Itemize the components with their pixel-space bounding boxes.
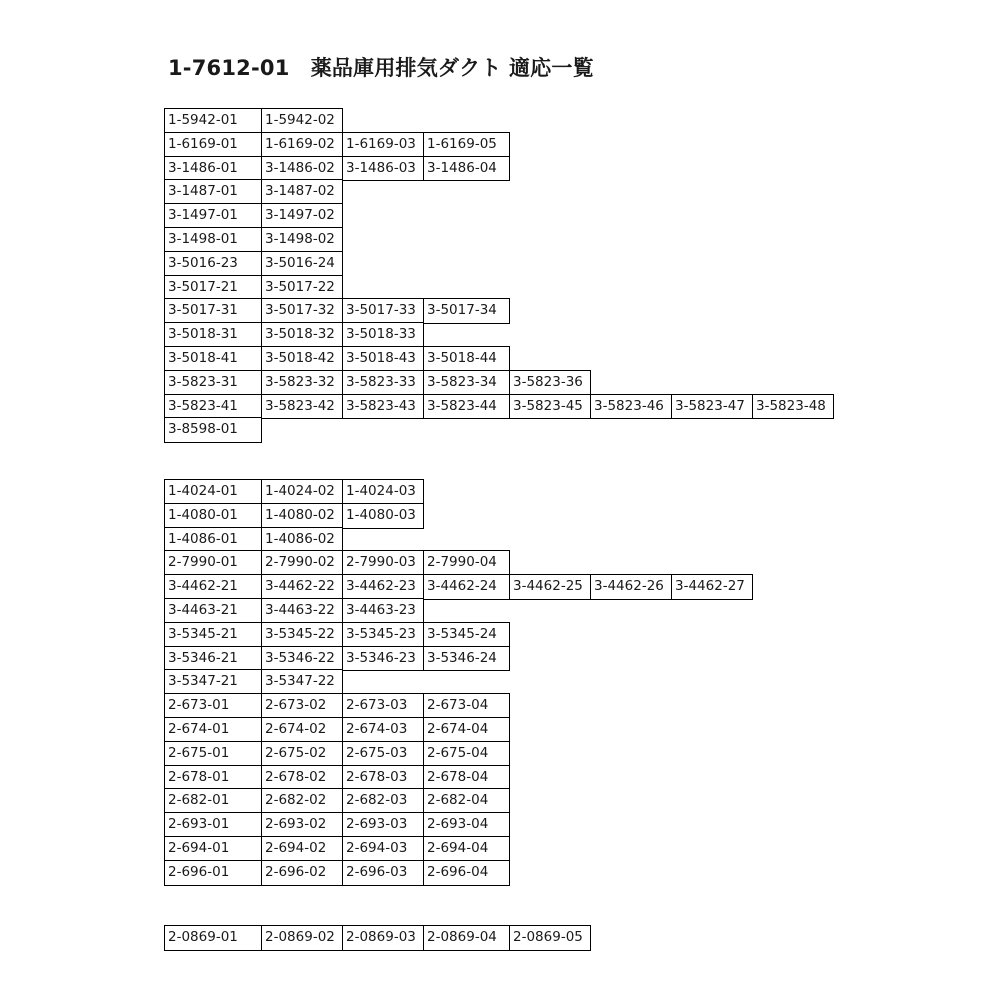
product-code-cell: 2-7990-03 xyxy=(342,550,424,576)
product-code-cell: 3-5823-32 xyxy=(261,370,343,396)
product-code-cell: 3-4463-23 xyxy=(342,598,424,624)
product-code-cell: 1-4080-01 xyxy=(164,503,262,529)
product-code-cell: 2-696-02 xyxy=(261,860,343,886)
table-row xyxy=(164,860,753,885)
product-code-cell: 3-5823-41 xyxy=(164,394,262,420)
product-code-cell: 3-5347-22 xyxy=(261,669,343,695)
product-code-cell: 2-696-01 xyxy=(164,860,262,886)
table-row xyxy=(164,479,753,504)
product-code-cell: 3-4463-22 xyxy=(261,598,343,624)
product-code-cell: 3-5823-33 xyxy=(342,370,424,396)
product-code-cell: 2-696-04 xyxy=(423,860,510,886)
product-code-cell: 1-4024-02 xyxy=(261,479,343,505)
product-code-cell: 2-0869-01 xyxy=(164,925,262,951)
table-row xyxy=(164,108,834,133)
table-row xyxy=(164,156,834,181)
product-code-cell: 2-693-02 xyxy=(261,812,343,838)
product-code-cell: 3-5017-34 xyxy=(423,298,510,324)
product-code-cell: 3-5823-48 xyxy=(752,394,834,420)
table-row xyxy=(164,394,834,419)
product-code-cell: 3-5017-31 xyxy=(164,298,262,324)
table-row xyxy=(164,925,591,950)
product-code-cell: 3-5017-22 xyxy=(261,275,343,301)
product-code-cell: 1-5942-02 xyxy=(261,108,343,134)
product-code-cell: 1-6169-01 xyxy=(164,132,262,158)
product-code-cell: 3-5018-31 xyxy=(164,322,262,348)
product-code-cell: 3-5017-32 xyxy=(261,298,343,324)
table-row xyxy=(164,322,834,347)
table-row xyxy=(164,788,753,813)
table-row xyxy=(164,765,753,790)
table-row xyxy=(164,346,834,371)
product-code-cell: 3-5347-21 xyxy=(164,669,262,695)
product-code-cell: 1-5942-01 xyxy=(164,108,262,134)
table-row xyxy=(164,598,753,623)
product-code-cell: 3-5823-34 xyxy=(423,370,510,396)
product-code-cell: 3-4462-22 xyxy=(261,574,343,600)
product-code-cell: 2-678-04 xyxy=(423,765,510,791)
table-row xyxy=(164,622,753,647)
product-code-cell: 3-5345-23 xyxy=(342,622,424,648)
product-code-cell: 2-675-03 xyxy=(342,741,424,767)
product-code-cell: 2-673-03 xyxy=(342,693,424,719)
product-code-cell: 3-5823-36 xyxy=(509,370,591,396)
product-code-cell: 2-0869-04 xyxy=(423,925,510,951)
product-code-cell: 2-694-03 xyxy=(342,836,424,862)
product-code-cell: 2-673-01 xyxy=(164,693,262,719)
product-code-cell: 3-5018-33 xyxy=(342,322,424,348)
product-code-cell: 2-7990-02 xyxy=(261,550,343,576)
product-code-cell: 2-696-03 xyxy=(342,860,424,886)
product-code-cell: 3-4462-21 xyxy=(164,574,262,600)
product-code-cell: 3-4463-21 xyxy=(164,598,262,624)
product-code-cell: 1-4086-02 xyxy=(261,527,343,553)
table-row xyxy=(164,227,834,252)
product-code-cell: 2-678-01 xyxy=(164,765,262,791)
table-row xyxy=(164,646,753,671)
product-code-cell: 1-6169-05 xyxy=(423,132,510,158)
product-code-cell: 2-678-03 xyxy=(342,765,424,791)
product-code-cell: 2-0869-03 xyxy=(342,925,424,951)
product-code-cell: 3-8598-01 xyxy=(164,417,262,443)
product-code-cell: 2-674-03 xyxy=(342,717,424,743)
table-row xyxy=(164,574,753,599)
product-code-cell: 3-5018-43 xyxy=(342,346,424,372)
product-code-cell: 2-693-04 xyxy=(423,812,510,838)
table-row xyxy=(164,693,753,718)
product-code-cell: 3-1486-02 xyxy=(261,156,343,182)
product-code-cell: 2-674-01 xyxy=(164,717,262,743)
product-code-cell: 3-1486-04 xyxy=(423,156,510,182)
table-row xyxy=(164,275,834,300)
table-row xyxy=(164,669,753,694)
product-code-cell: 3-5345-24 xyxy=(423,622,510,648)
table-row xyxy=(164,298,834,323)
compatibility-table-group-3 xyxy=(164,925,591,950)
product-code-cell: 2-673-02 xyxy=(261,693,343,719)
product-code-cell: 3-1487-02 xyxy=(261,179,343,205)
product-code-cell: 3-5016-24 xyxy=(261,251,343,277)
product-code-cell: 1-4080-03 xyxy=(342,503,424,529)
table-row xyxy=(164,251,834,276)
product-code-cell: 3-5823-46 xyxy=(590,394,672,420)
product-code-cell: 3-5017-21 xyxy=(164,275,262,301)
product-code-cell: 3-4462-23 xyxy=(342,574,424,600)
table-row xyxy=(164,741,753,766)
table-row xyxy=(164,717,753,742)
product-code-cell: 3-5346-24 xyxy=(423,646,510,672)
table-row xyxy=(164,132,834,157)
table-row xyxy=(164,417,834,442)
product-code-cell: 3-1498-02 xyxy=(261,227,343,253)
product-code-cell: 1-6169-02 xyxy=(261,132,343,158)
product-code-cell: 1-4024-03 xyxy=(342,479,424,505)
product-code-cell: 3-1497-02 xyxy=(261,203,343,229)
product-code-cell: 2-694-01 xyxy=(164,836,262,862)
table-row xyxy=(164,179,834,204)
compatibility-table-group-2 xyxy=(164,479,753,885)
product-code-cell: 2-673-04 xyxy=(423,693,510,719)
table-row xyxy=(164,812,753,837)
product-code-cell: 3-4462-27 xyxy=(671,574,753,600)
product-code-cell: 1-6169-03 xyxy=(342,132,424,158)
table-row xyxy=(164,836,753,861)
table-row xyxy=(164,550,753,575)
product-code-cell: 3-5017-33 xyxy=(342,298,424,324)
product-code-cell: 3-5018-32 xyxy=(261,322,343,348)
product-code-cell: 2-682-01 xyxy=(164,788,262,814)
product-code-cell: 3-1498-01 xyxy=(164,227,262,253)
table-row xyxy=(164,203,834,228)
product-code-cell: 3-5018-42 xyxy=(261,346,343,372)
product-code-cell: 2-674-02 xyxy=(261,717,343,743)
table-row xyxy=(164,503,753,528)
page-title: 1-7612-01 薬品庫用排気ダクト 適応一覧 xyxy=(168,56,594,80)
product-code-cell: 3-1487-01 xyxy=(164,179,262,205)
product-code-cell: 3-1486-01 xyxy=(164,156,262,182)
product-code-cell: 3-5823-43 xyxy=(342,394,424,420)
product-code-cell: 2-675-04 xyxy=(423,741,510,767)
product-code-cell: 1-4080-02 xyxy=(261,503,343,529)
product-code-cell: 3-5016-23 xyxy=(164,251,262,277)
product-code-cell: 2-675-02 xyxy=(261,741,343,767)
table-row xyxy=(164,527,753,552)
product-code-cell: 2-678-02 xyxy=(261,765,343,791)
product-code-cell: 2-693-03 xyxy=(342,812,424,838)
compatibility-table-group-1 xyxy=(164,108,834,442)
table-row xyxy=(164,370,834,395)
product-code-cell: 3-5346-23 xyxy=(342,646,424,672)
product-code-cell: 2-674-04 xyxy=(423,717,510,743)
product-code-cell: 2-682-03 xyxy=(342,788,424,814)
product-code-cell: 2-7990-01 xyxy=(164,550,262,576)
product-code-cell: 2-682-04 xyxy=(423,788,510,814)
product-code-cell: 2-675-01 xyxy=(164,741,262,767)
product-code-cell: 3-5823-45 xyxy=(509,394,591,420)
product-code-cell: 3-4462-24 xyxy=(423,574,510,600)
product-code-cell: 1-4024-01 xyxy=(164,479,262,505)
product-code-cell: 3-5346-22 xyxy=(261,646,343,672)
product-code-cell: 3-5823-31 xyxy=(164,370,262,396)
product-code-cell: 2-0869-02 xyxy=(261,925,343,951)
product-code-cell: 2-694-04 xyxy=(423,836,510,862)
product-code-cell: 2-694-02 xyxy=(261,836,343,862)
product-code-cell: 3-5345-21 xyxy=(164,622,262,648)
product-code-cell: 2-682-02 xyxy=(261,788,343,814)
product-code-cell: 2-7990-04 xyxy=(423,550,510,576)
product-code-cell: 3-4462-26 xyxy=(590,574,672,600)
product-code-cell: 2-693-01 xyxy=(164,812,262,838)
product-code-cell: 3-5823-47 xyxy=(671,394,753,420)
product-code-cell: 3-5018-41 xyxy=(164,346,262,372)
product-code-cell: 2-0869-05 xyxy=(509,925,591,951)
product-code-cell: 3-1486-03 xyxy=(342,156,424,182)
product-code-cell: 3-5345-22 xyxy=(261,622,343,648)
product-code-cell: 1-4086-01 xyxy=(164,527,262,553)
product-code-cell: 3-1497-01 xyxy=(164,203,262,229)
product-code-cell: 3-5823-44 xyxy=(423,394,510,420)
product-code-cell: 3-5018-44 xyxy=(423,346,510,372)
product-code-cell: 3-5823-42 xyxy=(261,394,343,420)
product-code-cell: 3-4462-25 xyxy=(509,574,591,600)
product-code-cell: 3-5346-21 xyxy=(164,646,262,672)
